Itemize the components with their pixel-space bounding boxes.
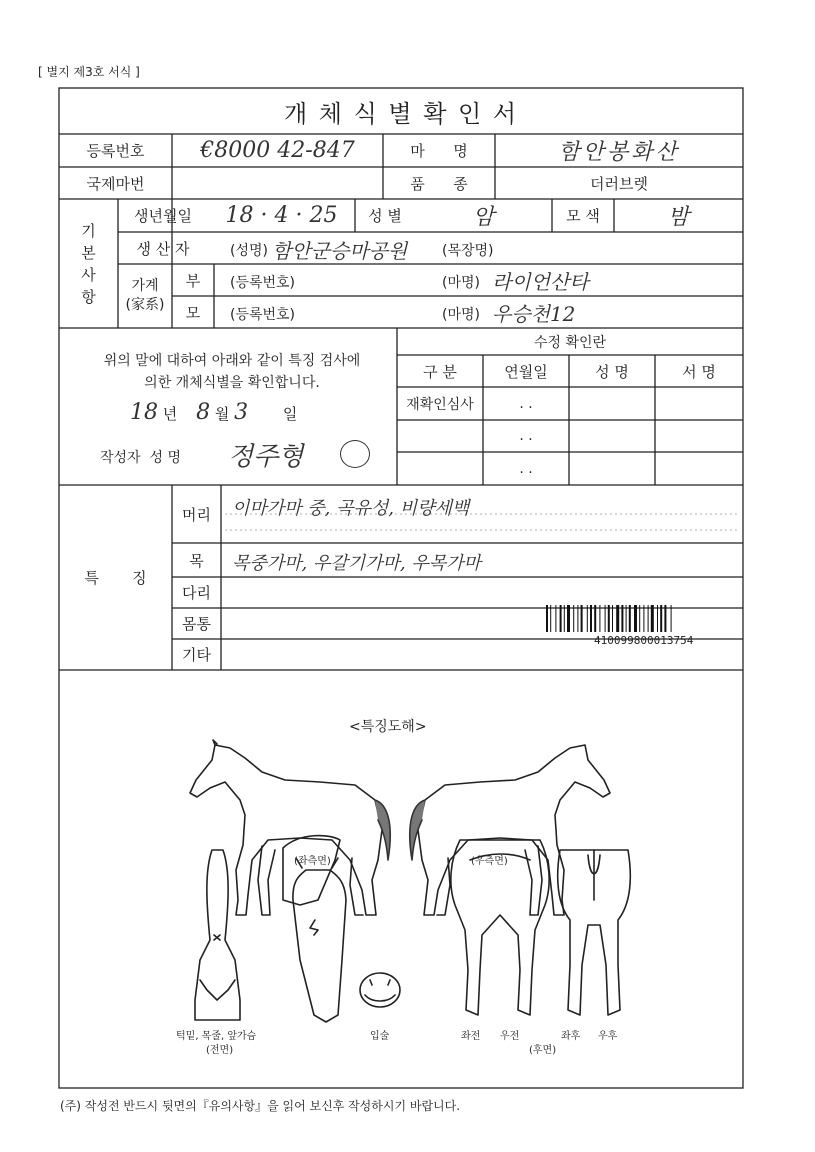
revision-row-label: 재확인심사 [406,396,474,413]
footnote: (주) 작성전 반드시 뒷면의『유의사항』을 읽어 보신후 작성하시기 바랍니다. [60,1099,461,1113]
coat-label: 모 색 [566,207,600,225]
chip-label: 국제마번 [86,174,145,193]
date-month-label: 월 [214,405,230,423]
right-side-label: (우측면) [471,856,508,867]
chip-value [172,167,383,199]
author-value: 정주형 [228,442,304,472]
revision-header-name: 성 명 [595,362,629,381]
sire-name-label: (마명) [442,275,480,291]
date-day: 3 [234,400,249,425]
front-caption: 턱밑, 목줄, 앞가슴 [176,1031,257,1042]
revision-header-type: 구 분 [423,362,457,381]
rear-caption: (후면) [529,1045,557,1056]
form-label: [ 별지 제3호 서식 ] [38,65,140,79]
statement-line-2: 의한 개체식별을 확인합니다. [144,375,320,391]
dam-label: 모 [185,303,201,322]
horse-name-label: 마 명 [410,142,468,160]
breed-label: 품 종 [410,174,468,193]
basic-section-label: 기 본 사 항 [81,221,96,306]
reg-no-label: 등록번호 [86,142,145,160]
breed-value: 더러브렛 [590,174,648,193]
body-label: 몸통 [182,615,211,633]
sire-reg-label: (등록번호) [230,275,296,291]
head-label: 머리 [182,505,211,524]
revision-title: 수정 확인란 [533,334,607,351]
dam-name-value: 우승천12 [492,302,576,326]
right-front-caption: 우전 [500,1031,520,1042]
revision-date-dots: . . [519,460,533,477]
legs-label: 다리 [182,584,211,602]
ranch-label: (목장명) [442,243,494,259]
revision-date-dots: . . [519,395,533,412]
revision-header-date: 연월일 [504,362,548,381]
barcode-number: 410099800013754 [594,634,694,647]
statement-date [130,400,297,425]
front-view-figure [195,850,240,1020]
left-side-label: (좌측면) [294,856,331,867]
rear-view-figure [558,850,631,1015]
lips-figure [360,973,400,1007]
producer-name-label: (성명) [230,243,268,259]
statement-line-1: 위의 말에 대하여 아래와 같이 특징 검사에 [103,353,361,369]
revision-header-sign: 서 명 [682,362,716,381]
date-day-label: 일 [282,405,298,423]
date-year-label: 년 [162,405,178,423]
right-hind-caption: 우후 [598,1031,618,1042]
left-side-horse-figure [190,740,390,915]
producer-name-value: 함안군승마공원 [272,239,408,263]
date-month: 8 [196,400,211,425]
neck-label: 목 [189,551,204,570]
features-section-label: 특 징 [84,569,147,587]
dam-reg-label: (등록번호) [230,307,296,323]
coat-value: 밤 [667,205,690,230]
left-front-caption: 좌전 [461,1031,481,1042]
sex-label: 성 별 [368,207,402,225]
birth-label: 생년월일 [134,207,192,225]
signature-stamp [340,440,370,468]
head-value: 이마가마 중, 곡유성, 비량세백 [232,498,470,519]
sire-label: 부 [185,271,201,290]
date-year: 18 [130,400,158,425]
pedigree-label: 가계 (家系) [125,278,165,313]
dam-name-label: (마명) [442,307,480,323]
lips-caption: 입술 [370,1031,390,1042]
sex-value: 암 [472,205,495,230]
left-hind-caption: 좌후 [561,1031,581,1042]
reg-no-value: €8000 42-847 [200,138,355,163]
right-side-horse-figure [410,745,610,915]
page-title: 개 체 식 별 확 인 서 [283,99,519,128]
front-caption-2: (전면) [206,1045,234,1056]
diagram-title: <특징도해> [349,719,427,735]
sire-name-value: 라이언산타 [492,270,589,294]
revision-date-dots: . . [519,428,533,444]
horse-name-value: 함안봉화산 [558,140,680,165]
other-label: 기타 [182,646,211,664]
producer-label: 생 산 자 [136,239,190,258]
birth-value: 18 · 4 · 25 [225,203,338,228]
author-label: 작성자 성 명 [100,450,181,466]
neck-value: 목중가마, 우갈기가마, 우목가마 [232,553,481,574]
